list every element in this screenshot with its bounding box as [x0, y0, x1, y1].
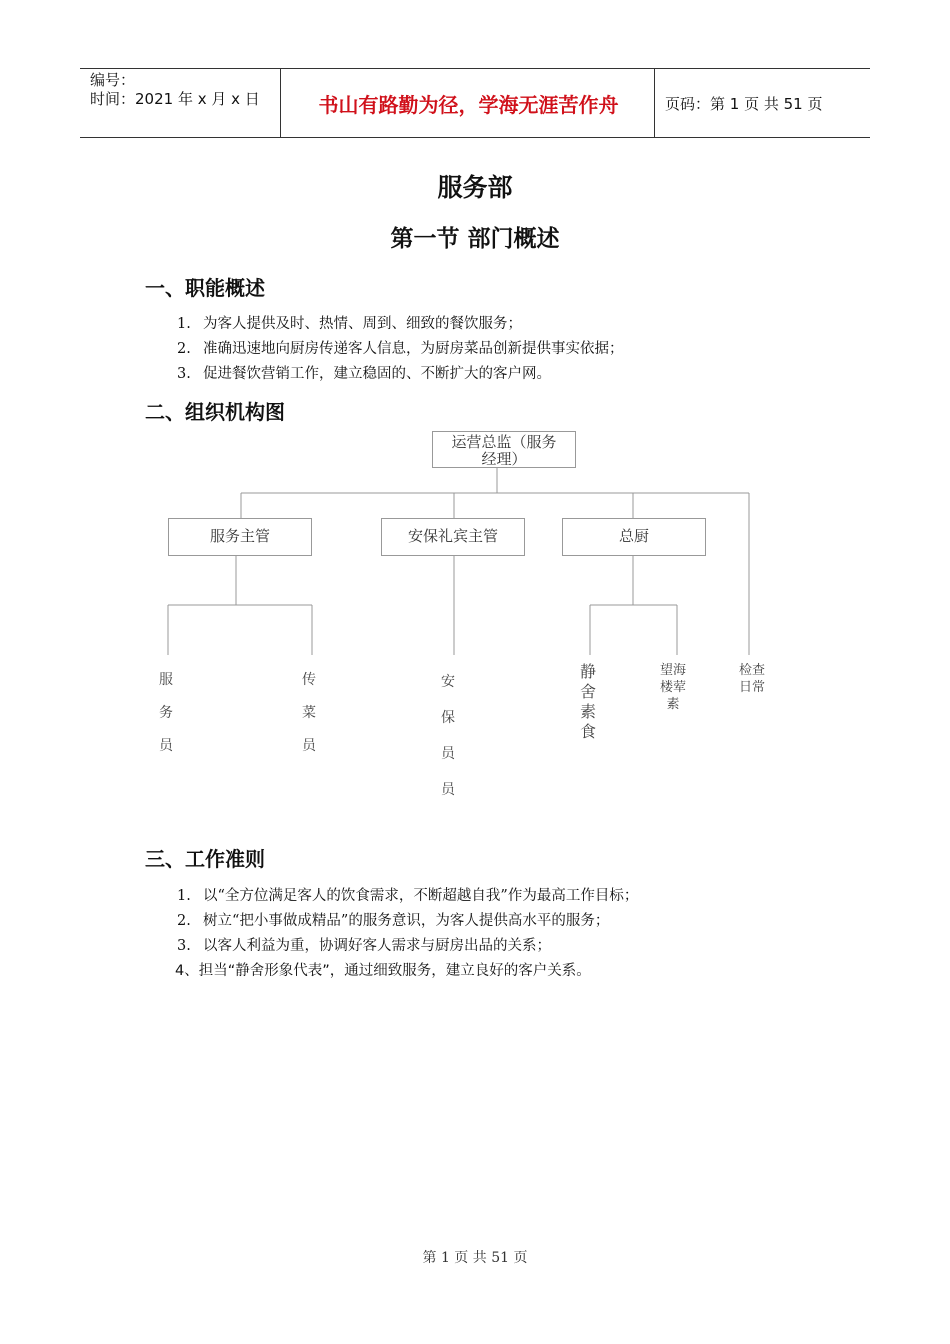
- org-box-text: 运营总监（服务: [451, 433, 557, 451]
- org-box-director: [432, 431, 576, 468]
- leaf-char: 员: [302, 738, 316, 754]
- section1-heading: 一、职能概述: [145, 276, 265, 300]
- page-footer: 第 1 页 共 51 页: [422, 1250, 528, 1266]
- leaf-char: 员: [159, 738, 173, 754]
- leaf-char: 素: [580, 702, 597, 721]
- org-leaf-wanghai: [660, 662, 686, 713]
- list-item: [177, 909, 609, 930]
- leaf-char: 食: [580, 722, 597, 741]
- list-text: 准确迅速地向厨房传递客人信息，为厨房菜品创新提供事实依据；: [203, 341, 624, 357]
- list-num: 1.: [177, 888, 191, 904]
- leaf-char: 静: [580, 662, 597, 681]
- section2-heading: 二、组织机构图: [145, 400, 285, 424]
- org-box-service-supervisor: 服务主管: [168, 518, 312, 556]
- list-item: [177, 884, 638, 905]
- leaf-char: 安: [441, 674, 455, 690]
- leaf-char: 传: [302, 672, 316, 688]
- list-text: 为客人提供及时、热情、周到、细致的餐饮服务；: [203, 316, 522, 332]
- leaf-char: 员: [441, 782, 455, 798]
- section-title: 第一节 部门概述: [390, 226, 560, 252]
- list-text: 以“全方位满足客人的饮食需求，不断超越自我”作为最高工作目标；: [203, 888, 639, 904]
- list-num: 3.: [177, 366, 191, 382]
- org-leaf-jingshe: [580, 662, 596, 742]
- section3-heading: 三、工作准则: [145, 847, 265, 871]
- leaf-char: 菜: [302, 705, 316, 721]
- list-text: 以客人利益为重，协调好客人需求与厨房出品的关系；: [203, 938, 551, 954]
- time-label: 时间：2021 年 x 月 x 日: [90, 90, 260, 108]
- leaf-char: 员: [441, 746, 455, 762]
- org-leaf-food-runner: [302, 664, 316, 763]
- list-num: 2.: [177, 341, 191, 357]
- list-item: [177, 934, 551, 955]
- list-num: 1.: [177, 316, 191, 332]
- leaf-char: 服: [159, 672, 173, 688]
- list-text: 促进餐饮营销工作，建立稳固的、不断扩大的客户网。: [203, 366, 551, 382]
- leaf-char: 舍: [580, 682, 597, 701]
- list-item: 4、担当“静舍形象代表”，通过细致服务，建立良好的客户关系。: [175, 963, 591, 979]
- org-leaf-security: [441, 664, 455, 808]
- org-box-head-chef: 总厨: [562, 518, 706, 556]
- leaf-char: 检查: [739, 663, 766, 678]
- list-text: 树立“把小事做成精品”的服务意识，为客人提供高水平的服务；: [203, 913, 610, 929]
- leaf-char: 素: [666, 697, 680, 712]
- leaf-char: 楼荤: [660, 680, 687, 695]
- leaf-char: 保: [441, 710, 455, 726]
- leaf-char: 日常: [739, 680, 766, 695]
- page-title: 服务部: [437, 173, 513, 202]
- org-box-text: 经理）: [481, 450, 527, 468]
- org-leaf-daily-check: [739, 662, 765, 696]
- leaf-char: 务: [159, 705, 173, 721]
- code-label: 编号：: [90, 71, 136, 89]
- list-num: 3.: [177, 938, 191, 954]
- org-leaf-waiter: [159, 664, 173, 763]
- list-num: 2.: [177, 913, 191, 929]
- header-page-info: 页码：第 1 页 共 51 页: [665, 94, 823, 113]
- header-motto: 书山有路勤为径，学海无涯苦作舟: [318, 92, 619, 117]
- leaf-char: 望海: [660, 663, 687, 678]
- org-box-security-supervisor: 安保礼宾主管: [381, 518, 525, 556]
